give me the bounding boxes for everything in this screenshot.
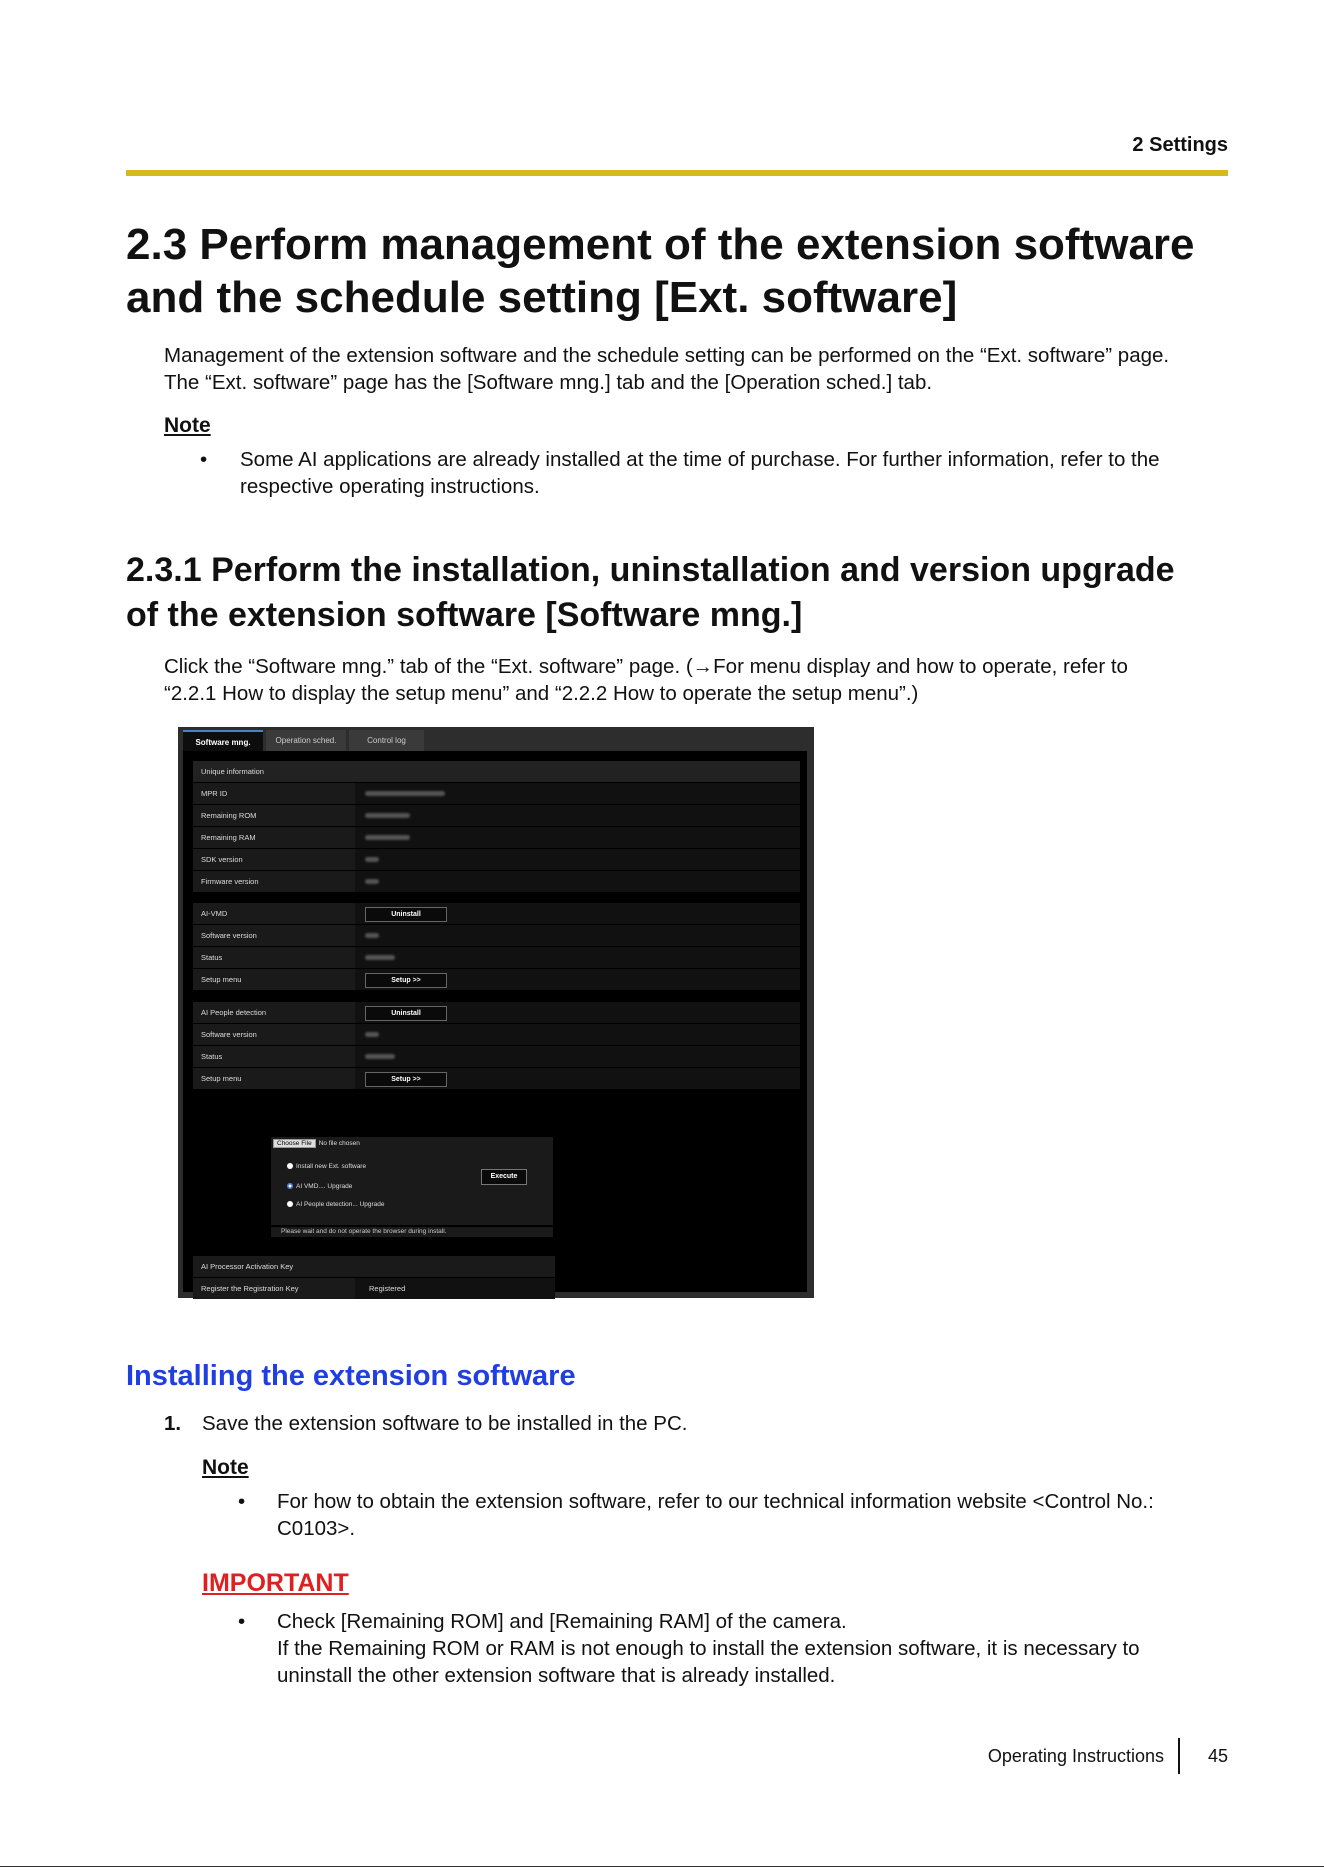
ai-people-group bbox=[193, 1002, 800, 1090]
registered-value: Registered bbox=[369, 1284, 406, 1293]
row-value bbox=[355, 969, 800, 990]
software-version-row bbox=[193, 925, 800, 946]
row-label: Status bbox=[201, 953, 223, 962]
upload-box bbox=[271, 1137, 553, 1225]
note-bullet-2 bbox=[277, 1488, 1154, 1542]
tab-control-log[interactable]: Control log bbox=[349, 730, 424, 751]
install-heading: Installing the extension software bbox=[126, 1360, 576, 1392]
key-group bbox=[193, 1256, 555, 1300]
screenshot-content bbox=[183, 751, 807, 1292]
note-label: Note bbox=[164, 414, 211, 437]
important-line2: If the Remaining ROM or RAM is not enough to install the extension software, it is necessary to bbox=[277, 1637, 1140, 1660]
radio-label: Install new Ext. software bbox=[296, 1163, 367, 1170]
tab-software-mng[interactable]: Software mng. bbox=[183, 730, 263, 753]
step-text: Save the extension software to be installed in the PC. bbox=[202, 1412, 688, 1435]
setup-menu-row bbox=[193, 969, 800, 990]
row-label: Register the Registration Key bbox=[201, 1284, 299, 1293]
section-title-line2: and the schedule setting [Ext. software] bbox=[126, 273, 958, 322]
row-label: Status bbox=[201, 1052, 223, 1061]
file-chooser[interactable] bbox=[273, 1139, 360, 1148]
subsection-title-line2: of the extension software [Software mng.] bbox=[126, 596, 803, 634]
choose-file-button[interactable]: Choose File bbox=[273, 1139, 316, 1148]
row-value bbox=[355, 1002, 800, 1023]
row-label: AI-VMD bbox=[201, 909, 228, 918]
row-label: SDK version bbox=[201, 855, 243, 864]
running-header: 2 Settings bbox=[1132, 134, 1228, 156]
setup-button[interactable]: Setup >> bbox=[365, 973, 447, 988]
blurred-value bbox=[355, 849, 800, 870]
intro-line2: The “Ext. software” page has the [Software mng.] tab and the [Operation sched.] tab. bbox=[164, 371, 933, 394]
intro-line1: Management of the extension software and the schedule setting can be performed on the “Ext. software” page. bbox=[164, 344, 1170, 367]
radio-ai-people-upgrade[interactable] bbox=[287, 1201, 385, 1208]
important-label: IMPORTANT bbox=[202, 1569, 349, 1597]
important-bullet bbox=[277, 1608, 1140, 1689]
instruction-line1: Click the “Software mng.” tab of the “Ext. software” page. (→For menu display and how to operate, refer to bbox=[164, 655, 1128, 678]
blurred-value bbox=[355, 827, 800, 848]
remaining-ram-row bbox=[193, 827, 800, 848]
row-label: Remaining RAM bbox=[201, 833, 256, 842]
ai-people-row bbox=[193, 1002, 800, 1023]
uninstall-button[interactable]: Uninstall bbox=[365, 1006, 447, 1021]
step-number: 1. bbox=[164, 1412, 182, 1435]
note-line1: For how to obtain the extension software, refer to our technical information website <Control No.: bbox=[277, 1490, 1154, 1513]
radio-selected-icon bbox=[287, 1183, 293, 1189]
row-label: AI Processor Activation Key bbox=[201, 1262, 294, 1271]
section-title-line1: 2.3 Perform management of the extension software bbox=[126, 220, 1195, 269]
ai-vmd-group bbox=[193, 903, 800, 991]
bullet-dot: • bbox=[200, 448, 208, 471]
important-line1: Check [Remaining ROM] and [Remaining RAM] of the camera. bbox=[277, 1610, 847, 1633]
instruction-line2: “2.2.1 How to display the setup menu” and “2.2.2 How to operate the setup menu”.) bbox=[164, 682, 919, 705]
tab-operation-sched[interactable]: Operation sched. bbox=[266, 730, 346, 751]
footer-divider bbox=[1178, 1738, 1180, 1774]
blurred-value bbox=[355, 871, 800, 892]
execute-button[interactable]: Execute bbox=[481, 1169, 527, 1185]
registration-key-row bbox=[193, 1278, 555, 1299]
row-label: Software version bbox=[201, 931, 257, 940]
subsection-title bbox=[126, 548, 1236, 638]
wait-message: Please wait and do not operate the browser during install. bbox=[271, 1227, 553, 1237]
firmware-version-row bbox=[193, 871, 800, 892]
radio-install-new[interactable] bbox=[287, 1163, 366, 1170]
radio-label: AI VMD.... Upgrade bbox=[296, 1183, 353, 1190]
footer-page-number: 45 bbox=[1207, 1746, 1228, 1766]
sdk-version-row bbox=[193, 849, 800, 870]
blurred-value bbox=[355, 1046, 800, 1067]
blurred-value bbox=[355, 947, 800, 968]
row-label: Firmware version bbox=[201, 877, 259, 886]
note-bullet bbox=[240, 446, 1160, 500]
row-label: Setup menu bbox=[201, 1074, 242, 1083]
row-label: AI People detection bbox=[201, 1008, 267, 1017]
section-title bbox=[126, 218, 1236, 324]
row-label: Remaining ROM bbox=[201, 811, 257, 820]
important-line3: uninstall the other extension software that is already installed. bbox=[277, 1664, 836, 1687]
setup-menu-row bbox=[193, 1068, 800, 1089]
blurred-value bbox=[355, 783, 800, 804]
row-label: MPR ID bbox=[201, 789, 228, 798]
row-label: Unique information bbox=[201, 767, 264, 776]
row-value bbox=[355, 1278, 555, 1299]
subsection-title-line1: 2.3.1 Perform the installation, uninstallation and version upgrade bbox=[126, 551, 1175, 589]
row-label: Setup menu bbox=[201, 975, 242, 984]
radio-ai-vmd-upgrade[interactable] bbox=[287, 1183, 352, 1190]
software-mng-screenshot bbox=[178, 727, 814, 1298]
radio-label: AI People detection... Upgrade bbox=[296, 1201, 385, 1208]
activation-key-row bbox=[193, 1256, 555, 1277]
bullet-dot: • bbox=[238, 1490, 246, 1513]
radio-icon bbox=[287, 1201, 293, 1207]
remaining-rom-row bbox=[193, 805, 800, 826]
unique-info-header bbox=[193, 761, 800, 782]
software-version-row bbox=[193, 1024, 800, 1045]
note-bullet-line1: Some AI applications are already installed at the time of purchase. For further information, refer to the bbox=[240, 448, 1160, 471]
note-label-2: Note bbox=[202, 1456, 249, 1479]
instruction-paragraph bbox=[164, 653, 1128, 707]
radio-icon bbox=[287, 1163, 293, 1169]
blurred-value bbox=[355, 1024, 800, 1045]
bullet-dot: • bbox=[238, 1610, 246, 1633]
mpr-id-row bbox=[193, 783, 800, 804]
no-file-label: No file chosen bbox=[318, 1140, 360, 1147]
row-value bbox=[355, 903, 800, 924]
page-bottom-edge bbox=[0, 1866, 1324, 1867]
row-value bbox=[355, 1068, 800, 1089]
status-row bbox=[193, 1046, 800, 1067]
note-bullet-line2: respective operating instructions. bbox=[240, 475, 540, 498]
note-line2: C0103>. bbox=[277, 1517, 356, 1540]
setup-button[interactable]: Setup >> bbox=[365, 1072, 447, 1087]
ai-vmd-row bbox=[193, 903, 800, 924]
blurred-value bbox=[355, 925, 800, 946]
status-row bbox=[193, 947, 800, 968]
unique-info-group bbox=[193, 761, 800, 893]
footer-doc-title: Operating Instructions bbox=[987, 1746, 1164, 1766]
row-label: Software version bbox=[201, 1030, 257, 1039]
intro-paragraph bbox=[164, 342, 1169, 396]
blurred-value bbox=[355, 805, 800, 826]
uninstall-button[interactable]: Uninstall bbox=[365, 907, 447, 922]
header-rule bbox=[126, 170, 1228, 176]
